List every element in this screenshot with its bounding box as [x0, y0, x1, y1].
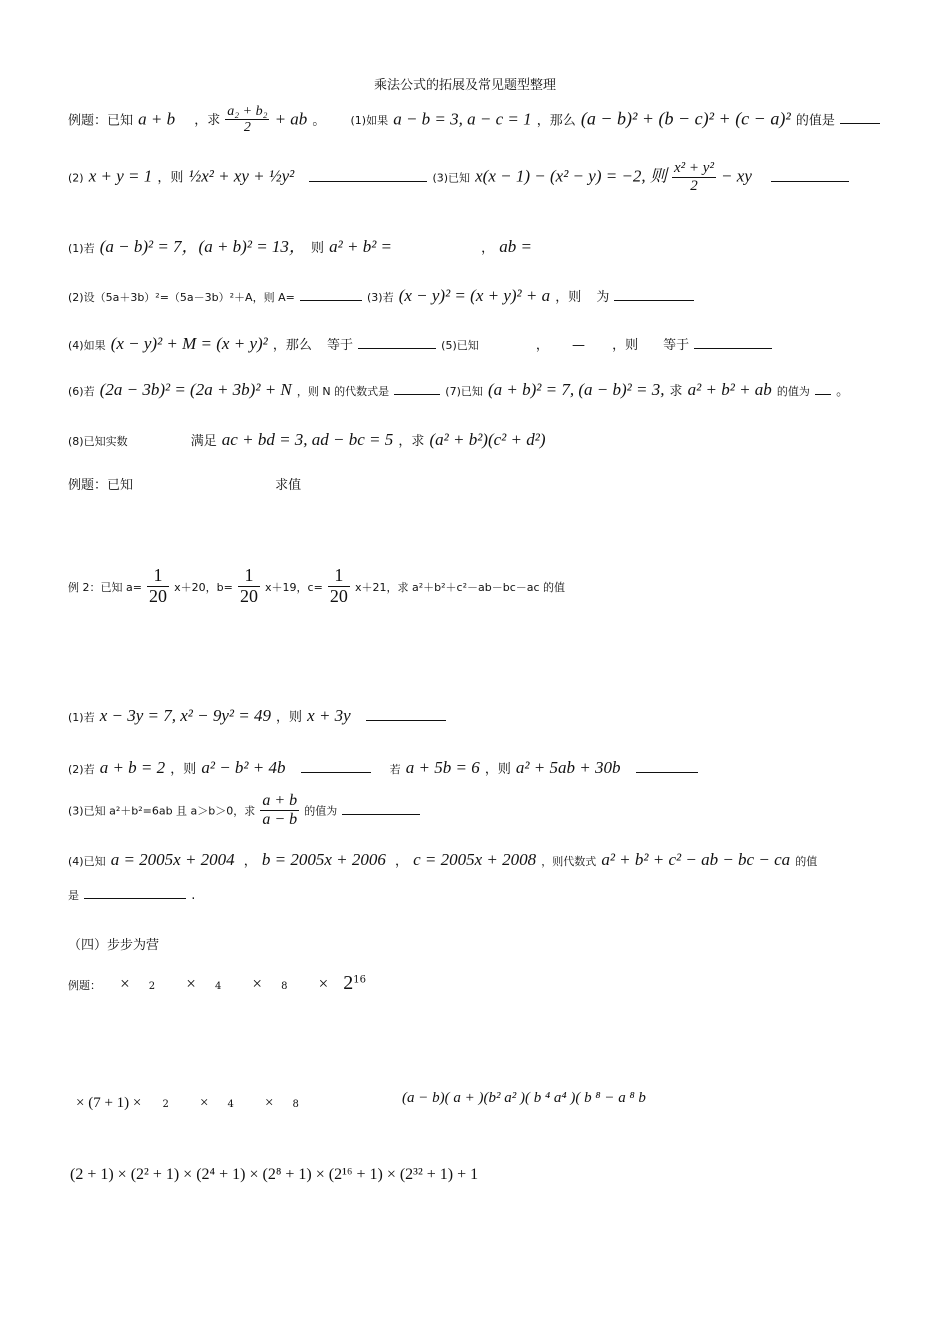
q5-comma: ， [535, 338, 549, 353]
question-row-5 [68, 334, 772, 354]
denominator: 20 [149, 585, 168, 606]
q6-then: ，则 N 的代数式是 [296, 385, 390, 398]
q2-expr: x + y = 1 [88, 166, 153, 186]
q8-expr: ac + bd = 3, ad − bc = 5 [221, 430, 394, 449]
question-b1 [68, 706, 446, 726]
exp: 2 [148, 981, 156, 992]
q1-label: (1)如果 [350, 114, 389, 128]
answer-blank [366, 706, 446, 721]
answer-blank [394, 380, 440, 395]
fraction [225, 104, 269, 136]
section-heading: （四）步步为营 [68, 938, 160, 953]
times: × [252, 974, 262, 993]
q-expr: x − 3y = 7, x² − 9y² = 49 [99, 706, 271, 725]
example-4-left [76, 1092, 299, 1112]
exp: 2 [162, 1099, 169, 1110]
question-row-3 [68, 232, 532, 257]
q3-tail: − xy [721, 166, 752, 186]
answer-blank [300, 286, 362, 301]
q1-end: 的值是 [795, 113, 835, 129]
exp: 16 [353, 974, 366, 986]
exp: 8 [281, 981, 288, 992]
page-title: 乘法公式的拓展及常见题型整理 [374, 78, 557, 93]
q7-ask: 求 [669, 384, 683, 399]
example-3 [68, 972, 366, 995]
ex2-prefix: 例 2：已知 a= [68, 580, 142, 594]
example-label: 例题：已知 [68, 113, 134, 129]
exp: 8 [292, 1099, 299, 1110]
q3-numerator: x² + y² [674, 160, 714, 176]
q4-label: (4)如果 [68, 339, 106, 352]
q7-period: 。 [836, 384, 850, 399]
q4-expr: (x − y)² + M = (x + y)² [110, 334, 268, 353]
ex3-label: 例题： [68, 979, 101, 992]
answer-blank [301, 758, 371, 773]
example-4-right: (a − b)( a + )(b² a² )( b ⁴ a⁴ )( b ⁸ − a ⁸ b [402, 1090, 646, 1106]
question-row-2 [68, 160, 849, 194]
example-5: (2 + 1) × (2² + 1) × (2⁴ + 1) × (2⁸ + 1) × (2¹⁶ + 1) × (2³² + 1) + 1 [70, 1166, 479, 1183]
q8-label: (8)已知实数 [68, 435, 128, 448]
q6-label: (6)若 [68, 385, 95, 398]
expr3: ab = [499, 237, 532, 256]
q4-equals: 等于 [326, 338, 353, 353]
q-end: 的值 [795, 855, 818, 868]
question-b2 [68, 758, 698, 778]
q8-expr2: (a² + b²)(c² + d²) [429, 430, 546, 449]
q2-expr2: ½x² + xy + ½y² [188, 166, 295, 186]
q4-then: ，那么 [272, 338, 312, 353]
answer-blank [342, 800, 420, 815]
q3-fraction [672, 160, 716, 194]
q-fraction [260, 792, 299, 828]
q-line2: 是 [68, 889, 79, 902]
exp: 4 [214, 981, 222, 992]
q3-denominator: 2 [690, 177, 698, 194]
q-expr-c: c = 2005x + 2008 [413, 850, 537, 869]
q8-ask: ，求 [398, 434, 425, 449]
period: 。 [312, 113, 326, 129]
q1-expr: a − b = 3, a − c = 1 [393, 109, 532, 129]
ex4-expr: × (7 + 1) × [76, 1095, 142, 1111]
q5-dash: — [571, 338, 585, 353]
q-expr4: a² + 5ab + 30b [515, 758, 621, 777]
answer-blank [771, 167, 849, 182]
q-label: (1)若 [68, 711, 95, 724]
q2-label: (2) [68, 171, 84, 185]
q-label: (3)已知 a²＋b²=6ab 且 a＞b＞0，求 [68, 804, 256, 818]
answer-blank [84, 884, 186, 899]
separator: ， [481, 241, 495, 256]
ex2-b-tail: x＋19，c= [265, 580, 323, 594]
example-row-8 [68, 474, 301, 493]
q-expr-a: a = 2005x + 2004 [110, 850, 235, 869]
base: 2 [343, 972, 354, 994]
numerator: 1 [238, 566, 260, 587]
ex2-a-tail: x＋20，b= [174, 580, 233, 594]
q7-label: (7)已知 [445, 385, 483, 398]
q-expr: a + b = 2 [99, 758, 166, 777]
q3-expr: (x − y)² = (x + y)² + a [398, 286, 551, 305]
q3-wei: 为 [596, 290, 610, 305]
fraction-numerator: a₂ + b₂ [227, 104, 268, 119]
denominator: 20 [329, 585, 348, 606]
q-expr2: x + 3y [307, 706, 351, 725]
times: × [186, 974, 196, 993]
tail-expr: + ab [274, 109, 308, 129]
fraction-numerator: a + b [262, 792, 298, 809]
given-expr: a + b [138, 109, 176, 129]
example-row-1 [68, 104, 880, 136]
question-row-7 [68, 430, 546, 450]
question-b3 [68, 792, 420, 828]
times: × [264, 1095, 274, 1111]
question-b4-line2 [68, 884, 195, 903]
q-then: ，则 [276, 710, 303, 725]
q3-expr: x(x − 1) − (x² − y) = −2, 则 [475, 166, 667, 186]
q-expr2: a² − b² + 4b [201, 758, 286, 777]
expr1: (a − b)² = 7，(a + b)² = 13， [99, 237, 306, 256]
q-end: 的值为 [304, 804, 338, 818]
example-2 [68, 566, 565, 607]
answer-blank [614, 286, 694, 301]
ex2-fraction-b [238, 566, 260, 607]
ask-value: 求值 [275, 478, 302, 493]
q-period: . [191, 888, 196, 903]
expr2: a² + b² = [329, 237, 393, 256]
times: × [120, 974, 130, 993]
q3-label: (3)若 [367, 291, 394, 304]
answer-blank [840, 109, 880, 124]
question-row-6 [68, 380, 849, 400]
denominator: 20 [239, 585, 258, 606]
q-label: (2)若 [68, 763, 95, 776]
q-label: (1)若 [68, 242, 95, 255]
times: × [199, 1095, 209, 1111]
q7-expr2: a² + b² + ab [687, 380, 772, 399]
q7-expr: (a + b)² = 7, (a − b)² = 3, [487, 380, 665, 399]
numerator: 1 [147, 566, 169, 587]
q-then: ，则代数式 [541, 855, 597, 868]
q2-text: (2)设（5a＋3b）²=（5a－3b）²＋A，则 A= [68, 291, 295, 304]
answer-blank [358, 334, 436, 349]
numerator: 1 [328, 566, 350, 587]
ask-text: ，求 [194, 113, 221, 129]
fraction-denominator: a − b [262, 810, 298, 828]
q-label: (4)已知 [68, 855, 106, 868]
q-expr: a² + b² + c² − ab − bc − ca [601, 850, 791, 869]
q8-satisfy: 满足 [190, 434, 217, 449]
q3-label: (3)已知 [432, 171, 471, 185]
ex2-c-tail: x＋21，求 a²＋b²＋c²－ab－bc－ac 的值 [355, 580, 566, 594]
q5-equals: 等于 [663, 338, 690, 353]
q3-then: ，则 [555, 290, 582, 305]
q2-then: ，则 [157, 170, 184, 186]
answer-blank [636, 758, 698, 773]
q1-sum: (a − b)² + (b − c)² + (c − a)² [580, 108, 791, 129]
q7-end: 的值为 [776, 385, 810, 398]
q-then2: ，则 [484, 762, 511, 777]
q5-then: ，则 [612, 338, 639, 353]
q-then: ，则 [170, 762, 197, 777]
answer-blank [694, 334, 772, 349]
example-label: 例题：已知 [68, 478, 134, 493]
q5-label: (5)已知 [441, 339, 479, 352]
question-row-4 [68, 286, 694, 306]
ex2-fraction-c [328, 566, 350, 607]
q-expr-b: b = 2005x + 2006 [261, 850, 386, 869]
times: × [318, 974, 329, 993]
ex2-fraction-a [147, 566, 169, 607]
then-text: 则 [311, 241, 325, 256]
fraction-denominator: 2 [243, 120, 251, 136]
answer-blank [815, 380, 831, 395]
answer-blank [309, 167, 427, 182]
exp: 4 [227, 1099, 234, 1110]
q-expr3: a + 5b = 6 [405, 758, 480, 777]
question-b4: (4)已知 a = 2005x + 2004 ， b = 2005x + 2006 ， c = 2005x + 2008 ，则代数式 a² + b² + c² − ab − bc − ca 的值 [68, 850, 818, 869]
q6-expr: (2a − 3b)² = (2a + 3b)² + N [99, 380, 292, 399]
q-label2: 若 [389, 763, 401, 776]
q1-then: ，那么 [536, 113, 576, 129]
